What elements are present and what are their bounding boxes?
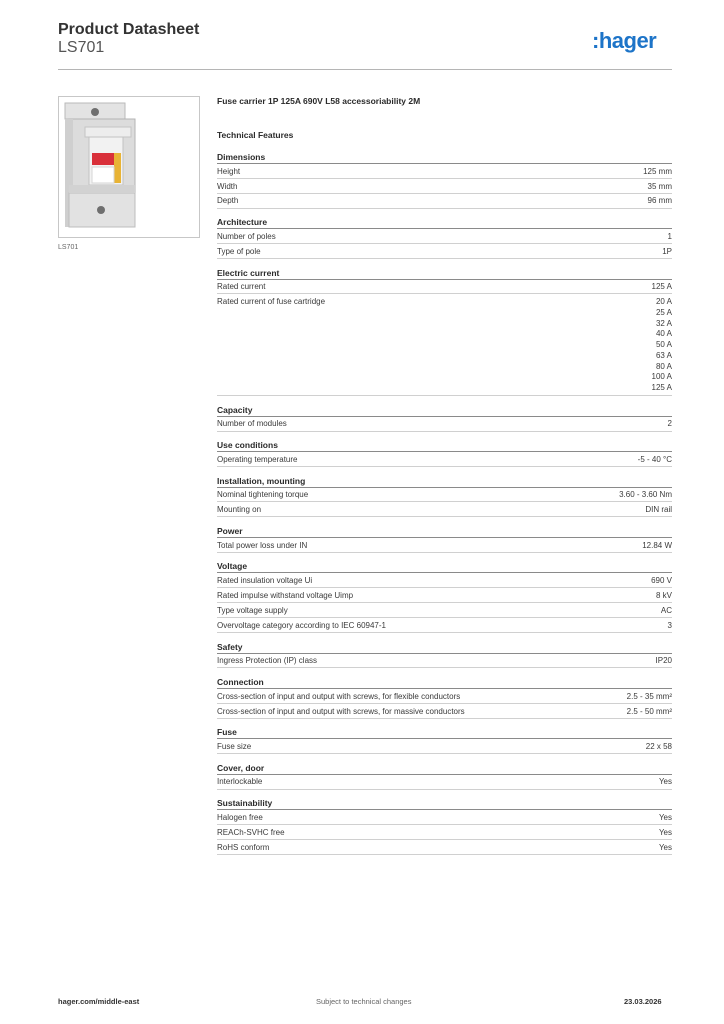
section-title: Electric current [217,267,672,280]
feature-value: -5 - 40 °C [637,454,672,464]
feature-value: AC [660,605,672,615]
feature-row [217,739,672,754]
feature-value: 63 A [655,350,672,360]
section-architecture [217,216,672,259]
feature-row [217,164,672,179]
feature-value: Yes [658,842,672,852]
feature-row [217,825,672,840]
feature-value: 25 A [655,307,672,317]
section-title: Power [217,525,672,538]
feature-row [217,244,672,259]
section-title: Use conditions [217,439,672,452]
feature-value: 3.60 - 3.60 Nm [619,490,672,500]
feature-value: 125 mm [643,166,672,176]
feature-row [217,280,672,295]
feature-label: Depth [217,196,239,206]
section-connection [217,676,672,719]
technical-features-heading: Technical Features [217,130,294,140]
section-title: Connection [217,676,672,689]
section-title: Sustainability [217,797,672,810]
feature-label: Width [217,181,238,191]
feature-label: Overvoltage category according to IEC 60947-1 [217,620,386,630]
feature-row [217,654,672,669]
feature-value: 690 V [651,576,672,586]
product-description: Fuse carrier 1P 125A 690V L58 accessoriability 2M [217,96,421,106]
feature-row [217,775,672,790]
feature-label: Nominal tightening torque [217,490,309,500]
feature-row [217,618,672,633]
feature-row [217,573,672,588]
feature-label: RoHS conform [217,842,270,852]
feature-value: 35 mm [647,181,672,191]
feature-value: 20 A [655,297,672,307]
section-title: Architecture [217,216,672,229]
feature-label: Rated current [217,282,266,292]
feature-label: Rated current of fuse cartridge [217,297,326,307]
section-sustainability [217,797,672,855]
feature-label: Height [217,166,241,176]
feature-value: 1P [662,246,672,256]
feature-row [217,538,672,553]
feature-row [217,194,672,209]
section-title: Capacity [217,404,672,417]
brand-logo: :hager [592,28,657,53]
feature-value: 2.5 - 50 mm² [626,706,672,716]
section-title: Installation, mounting [217,475,672,488]
feature-value: 50 A [655,340,672,350]
feature-value: DIN rail [645,505,672,515]
feature-value: 12.84 W [642,540,672,550]
feature-label: Number of poles [217,231,276,241]
feature-row [217,417,672,432]
page-title: Product Datasheet [58,21,200,38]
feature-value-list [652,297,672,394]
section-title: Dimensions [217,151,672,164]
feature-label: Mounting on [217,505,262,515]
feature-row [217,704,672,719]
feature-label: Number of modules [217,419,287,429]
section-dimensions [217,151,672,209]
technical-content [217,94,672,862]
feature-value: 125 A [651,383,672,393]
footer-date: 23.03.2026 [624,997,662,1006]
feature-value: 8 kV [655,590,672,600]
feature-label: Total power loss under IN [217,540,308,550]
feature-label: Ingress Protection (IP) class [217,656,318,666]
feature-value: 2.5 - 35 mm² [626,691,672,701]
feature-value: 96 mm [647,196,672,206]
product-image [58,96,200,238]
feature-row [217,603,672,618]
feature-label: Cross-section of input and output with screws, for flexible conductors [217,691,461,701]
section-capacity [217,404,672,432]
section-fuse [217,726,672,754]
feature-value: 2 [667,419,672,429]
feature-row [217,588,672,603]
footer-website[interactable]: hager.com/middle-east [58,997,140,1006]
section-cover-door [217,762,672,790]
header-divider [58,69,672,70]
fuse-carrier-illustration [59,97,199,237]
feature-label: REACh-SVHC free [217,827,285,837]
feature-label: Rated impulse withstand voltage Uimp [217,590,354,600]
feature-label: Fuse size [217,742,252,751]
feature-label: Halogen free [217,812,263,822]
feature-value: IP20 [655,656,672,666]
image-caption: LS701 [58,244,79,251]
feature-value: Yes [658,777,672,787]
feature-value: 40 A [655,329,672,339]
feature-value: Yes [658,812,672,822]
feature-row [217,502,672,517]
feature-row [217,840,672,855]
feature-value: 125 A [651,282,672,292]
feature-label: Cross-section of input and output with screws, for massive conductors [217,706,465,716]
feature-label: Type of pole [217,246,261,256]
section-title: Cover, door [217,762,672,775]
section-electric-current [217,267,672,397]
feature-value: 3 [667,620,672,630]
feature-label: Operating temperature [217,454,298,464]
feature-row [217,229,672,244]
feature-row [217,179,672,194]
feature-row [217,810,672,825]
section-title: Fuse [217,726,672,739]
feature-label: Type voltage supply [217,605,288,615]
feature-row [217,689,672,704]
feature-value: 80 A [655,361,672,371]
feature-sections [217,151,672,855]
section-voltage [217,560,672,633]
feature-value: Yes [658,827,672,837]
section-title: Voltage [217,560,672,573]
product-code: LS701 [58,39,105,56]
footer-notice: Subject to technical changes [316,997,412,1006]
section-installation-mounting [217,475,672,518]
feature-row [217,452,672,467]
feature-value: 1 [667,231,672,241]
feature-value: 100 A [651,372,672,382]
feature-label: Interlockable [217,777,263,787]
feature-value: 22 x 58 [645,742,672,751]
feature-row [217,294,672,396]
feature-value: 32 A [655,318,672,328]
feature-row [217,488,672,503]
section-power [217,525,672,553]
feature-label: Rated insulation voltage Ui [217,576,313,586]
section-use-conditions [217,439,672,467]
section-title: Safety [217,641,672,654]
section-safety [217,641,672,669]
